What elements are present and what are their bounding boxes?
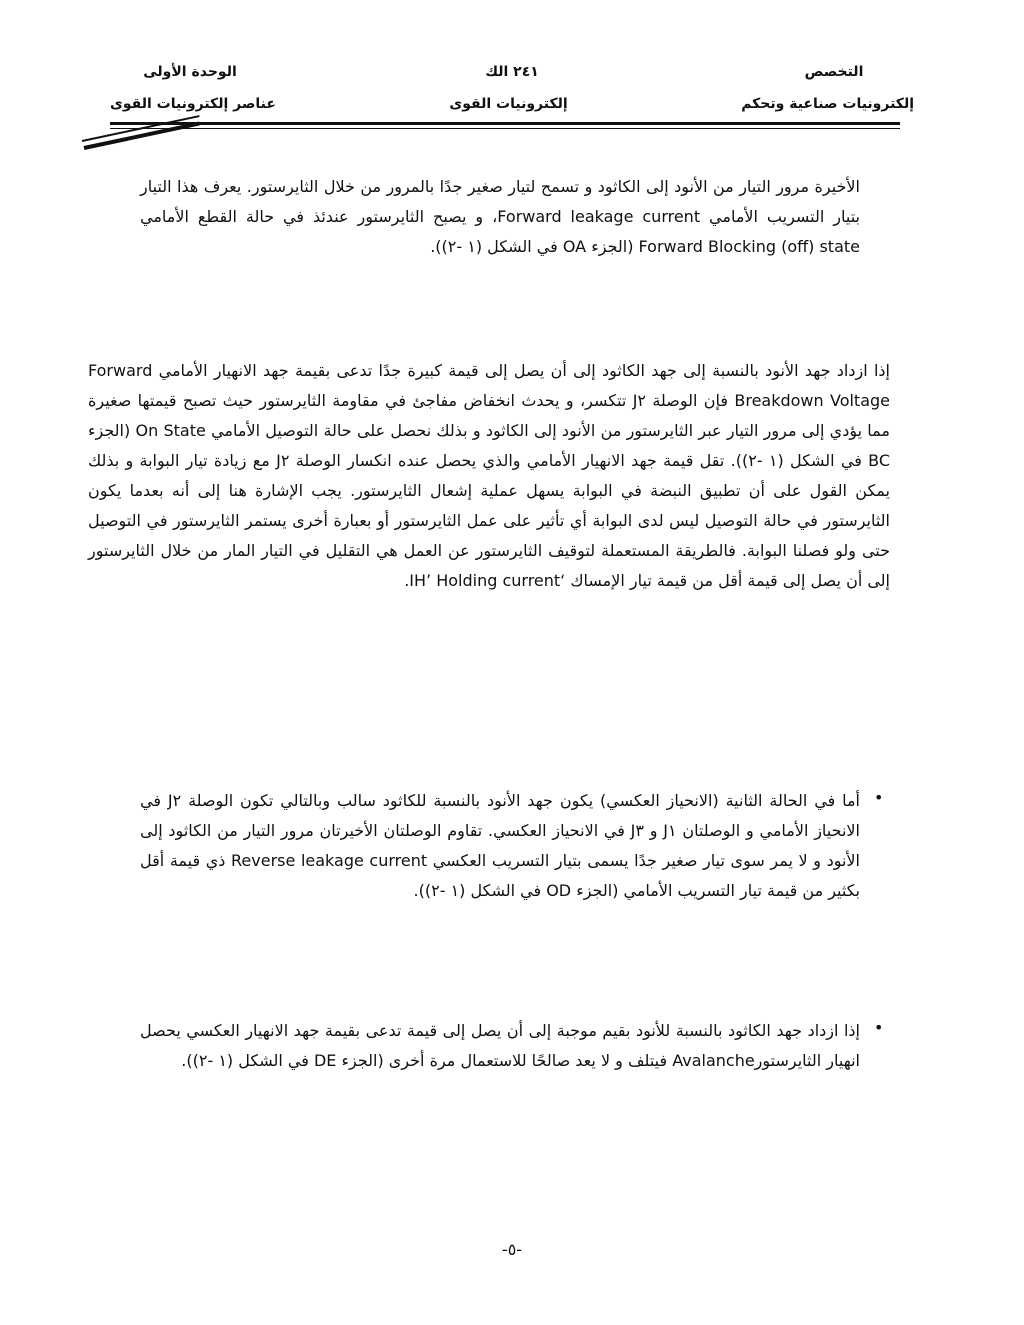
header-bottom-row <box>110 96 914 112</box>
bullet-marker-2: • <box>874 1018 884 1037</box>
header-rule-thick <box>110 122 900 125</box>
body-paragraph-1: الأخيرة مرور التيار من الأنود إلى الكاثود و تسمح لتيار صغير جدًا بالمرور من خلال الثايرستور. يعرف هذا التيار بتيار التسريب الأمامي Forward leakage current، و يصبح الثايرستور عندئذ في حالة القطع الأمامي Forward Blocking (off) state (الجزء OA في الشكل (١ -٢)). <box>140 177 860 256</box>
bullet-item-1: أما في الحالة الثانية (الانحياز العكسي) يكون جهد الأنود بالنسبة للكاثود سالب وبالتالي تكون الوصلة J٢ في الانحياز الأمامي و الوصلتان J١ و J٣ في الانحياز العكسي. تقاوم الوصلتان الأخيرتان مرور التيار من الكاثود إلى الأنود و لا يمر سوى تيار صغير جدًا يسمى بتيار التسريب العكسي Reverse leakage current ذي قيمة أقل بكثير من قيمة تيار التسريب الأمامي (الجزء OD في الشكل (١ -٢)). <box>140 791 861 900</box>
page-number: -٥- <box>501 1240 523 1259</box>
header-unit-name: عناصر إلكترونيات القوى <box>110 96 276 112</box>
body-paragraph-2: إذا ازداد جهد الأنود بالنسبة إلى جهد الكاثود إلى أن يصل إلى قيمة كبيرة جدًا تدعى بقيمة جهد الانهيار الأمامي Forward Breakdown Voltage فإن الوصلة J٢ تتكسر، و يحدث انخفاض مفاجئ في مقاومة الثايرستور حيث تصبح قيمتها صغيرة مما يؤدي إلى مرور التيار عبر الثايرستور من الأنود إلى الكاثود و بذلك نحصل على حالة التوصيل الأمامي On State (الجزء BC في الشكل (١ -٢)). تقل قيمة جهد الانهيار الأمامي والذي يحصل عنده انكسار الوصلة J٢ مع زيادة تيار البوابة و بذلك يمكن القول على أن تطبيق النبضة في البوابة يسهل عملية إشعال الثايرستور. يجب الإشارة هنا إلى أنه بعدما يكون الثايرستور في حالة التوصيل ليس لدى البوابة أي تأثير على عمل الثايرستور أو بعبارة أخرى يستمر الثايرستور في التوصيل حتى ولو فصلنا البوابة. فالطريقة المستعملة لتوقيف الثايرستور عن العمل هي التقليل في التيار المار من خلال الثايرستور إلى أن يصل إلى قيمة أقل من قيمة تيار الإمساك ‘IH’ Holding current. <box>88 361 891 590</box>
header-course-name: إلكترونيات القوى <box>449 96 568 112</box>
header-rule-thin <box>110 128 900 129</box>
header-top-row <box>110 64 914 80</box>
bullet-marker-1: • <box>874 788 884 807</box>
header-specialty-name: إلكترونيات صناعية وتحكم <box>741 96 914 112</box>
header-specialty: التخصص <box>804 64 864 80</box>
bullet-item-2: إذا ازداد جهد الكاثود بالنسبة للأنود بقيم موجبة إلى أن يصل إلى قيمة تدعى بقيمة جهد الانهيار العكسي يحصل انهيار الثايرستورAvalanche فيتلف و لا يعد صالحًا للاستعمال مرة أخرى (الجزء DE في الشكل (١ -٢)). <box>140 1021 860 1070</box>
header-unit: الوحدة الأولى <box>143 64 237 80</box>
header-course-code: ٢٤١ الك <box>485 64 539 80</box>
